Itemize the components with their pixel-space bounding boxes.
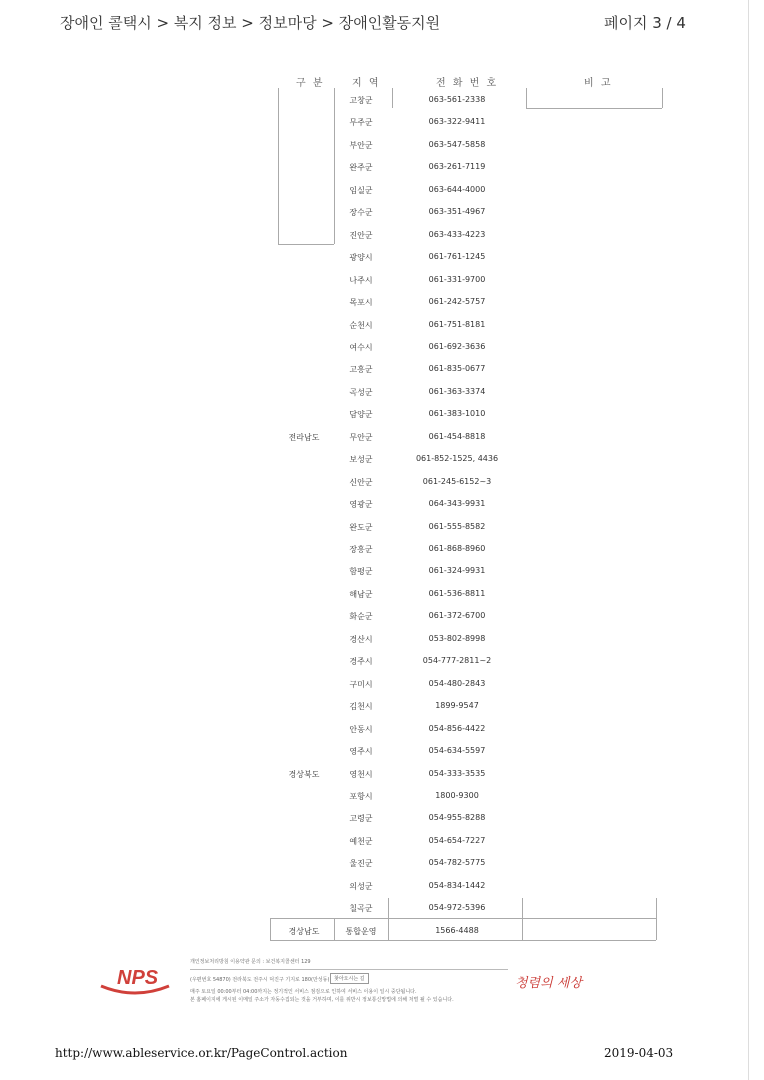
table-row xyxy=(270,628,660,650)
area-cell: 담양군 xyxy=(349,410,373,420)
phone-cell: 054-834-1442 xyxy=(428,880,486,890)
footer-notice-email: 본 홈페이지에 게시된 이메일 주소가 자동수집되는 것을 거부하며, 이를 위반시 정보통신망법에 의해 처벌 될 수 있습니다. xyxy=(190,997,454,1003)
phone-cell: 054-972-5396 xyxy=(428,903,486,913)
print-date: 2019-04-03 xyxy=(604,1046,674,1060)
phone-cell: 054-856-4422 xyxy=(428,723,486,733)
table-line xyxy=(278,88,279,244)
phone-cell: 061-692-3636 xyxy=(428,341,486,351)
area-cell: 완도군 xyxy=(349,522,373,532)
phone-cell: 061-245-6152~3 xyxy=(422,476,492,486)
region-cell: 경상북도 xyxy=(288,769,320,779)
area-cell: 예천군 xyxy=(349,836,373,846)
table-row xyxy=(270,134,660,156)
phone-cell: 061-868-8960 xyxy=(428,544,486,553)
page-edge xyxy=(748,0,749,1080)
phone-cell: 054-782-5775 xyxy=(428,858,486,868)
area-cell: 경주시 xyxy=(349,657,373,667)
nps-logo-text: NPS xyxy=(117,967,159,989)
phone-cell: 063-561-2338 xyxy=(428,95,486,104)
table-line xyxy=(270,918,271,940)
table-line xyxy=(662,88,663,108)
print-url: http://www.ableservice.or.kr/PageControl.action xyxy=(55,1046,348,1060)
phone-cell: 061-324-9931 xyxy=(428,566,486,576)
table-row xyxy=(270,493,660,515)
area-cell: 의성군 xyxy=(349,881,373,891)
table-row xyxy=(270,583,660,605)
directions-link[interactable]: 찾아오시는 길 xyxy=(330,973,369,984)
breadcrumb: 장애인 콜택시 > 복지 정보 > 정보마당 > 장애인활동지원 xyxy=(60,14,441,32)
phone-cell: 053-802-8998 xyxy=(428,633,486,643)
phone-cell: 061-536-8811 xyxy=(428,588,486,598)
phone-cell: 054-777-2811~2 xyxy=(422,656,492,666)
table-row xyxy=(270,920,660,942)
area-cell: 고흥군 xyxy=(349,365,373,375)
area-cell: 고령군 xyxy=(349,814,373,824)
column-header-category: 구 분 xyxy=(296,78,325,89)
table-row xyxy=(270,403,660,425)
table-row xyxy=(270,830,660,852)
area-cell: 신안군 xyxy=(349,477,373,487)
area-cell: 영광군 xyxy=(349,500,373,510)
nps-logo xyxy=(95,962,175,992)
phone-cell: 063-322-9411 xyxy=(428,117,486,127)
area-cell: 칠곡군 xyxy=(349,904,373,914)
area-cell: 광양시 xyxy=(349,253,373,263)
area-cell: 김천시 xyxy=(349,702,373,712)
table-row xyxy=(270,516,660,538)
column-header-remarks: 비 고 xyxy=(584,78,613,89)
phone-cell: 061-555-8582 xyxy=(428,521,486,531)
table-row xyxy=(270,471,660,493)
table-row xyxy=(270,605,660,627)
footer-divider xyxy=(190,969,508,970)
table-line xyxy=(388,898,389,940)
table-row xyxy=(270,179,660,201)
table-row xyxy=(270,336,660,358)
area-cell: 해남군 xyxy=(349,589,373,599)
phone-cell: 061-835-0677 xyxy=(428,364,486,374)
phone-cell: 061-852-1525, 4436 xyxy=(415,454,499,464)
area-cell: 영천시 xyxy=(349,769,373,779)
table-row xyxy=(270,538,660,560)
table-line xyxy=(334,88,335,244)
phone-cell: 061-331-9700 xyxy=(428,274,486,284)
phone-cell: 054-480-2843 xyxy=(428,678,486,688)
table-row xyxy=(270,111,660,133)
phone-cell: 061-372-6700 xyxy=(428,611,486,621)
table-line xyxy=(526,108,662,109)
area-cell: 임실군 xyxy=(349,185,373,195)
table-row xyxy=(270,269,660,291)
phone-cell: 063-351-4967 xyxy=(428,207,486,217)
table-row xyxy=(270,426,660,448)
table-row xyxy=(270,718,660,740)
area-cell: 장흥군 xyxy=(349,545,373,554)
phone-cell: 1566-4488 xyxy=(435,926,479,935)
area-cell: 화순군 xyxy=(349,612,373,622)
phone-cell: 061-363-3374 xyxy=(428,386,486,396)
table-row xyxy=(270,314,660,336)
nps-logo-graphic xyxy=(95,962,175,996)
table-row xyxy=(270,448,660,470)
phone-cell: 054-654-7227 xyxy=(428,835,486,845)
area-cell: 울진군 xyxy=(349,859,373,869)
table-row xyxy=(270,650,660,672)
area-cell: 고창군 xyxy=(349,96,373,105)
table-row xyxy=(270,246,660,268)
area-cell: 목포시 xyxy=(349,298,373,308)
phone-cell: 061-761-1245 xyxy=(428,252,486,262)
phone-cell: 063-644-4000 xyxy=(428,184,486,194)
table-row xyxy=(270,740,660,762)
phone-cell: 054-955-8288 xyxy=(428,813,486,823)
table-row xyxy=(270,381,660,403)
area-cell: 경산시 xyxy=(349,634,373,644)
footer-notice-maintenance: 매주 토요일 00:00부터 04:00까지는 정기적인 서비스 점검으로 인하여 서비스 이용이 일시 중단됩니다. xyxy=(190,989,417,995)
area-cell: 장수군 xyxy=(349,208,373,218)
phone-cell: 061-383-1010 xyxy=(428,409,486,419)
table-row xyxy=(270,875,660,897)
column-header-phone: 전 화 번 호 xyxy=(436,78,499,89)
site-footer xyxy=(95,948,595,1008)
area-cell: 구미시 xyxy=(349,679,373,689)
phone-cell: 064-343-9931 xyxy=(428,499,486,509)
phone-cell: 063-261-7119 xyxy=(428,162,486,172)
footer-address: (우편번호 54870) 전라북도 전주시 덕진구 기지로 180(만성동) xyxy=(190,977,330,983)
table-line xyxy=(334,918,335,940)
area-cell: 통합운영 xyxy=(345,927,377,936)
phone-cell: 061-454-8818 xyxy=(428,431,486,441)
phone-cell: 063-547-5858 xyxy=(428,139,486,149)
phone-cell: 061-751-8181 xyxy=(428,319,486,329)
integrity-logo: 청렴의 세상 xyxy=(515,976,582,991)
area-cell: 무주군 xyxy=(349,118,373,128)
table-line xyxy=(392,88,393,108)
area-cell: 여수시 xyxy=(349,342,373,352)
area-cell: 순천시 xyxy=(349,320,373,330)
area-cell: 완주군 xyxy=(349,163,373,173)
table-row xyxy=(270,673,660,695)
table-row xyxy=(270,763,660,785)
table-line xyxy=(270,918,656,919)
table-line xyxy=(526,88,527,108)
table-row xyxy=(270,852,660,874)
column-header-area: 지 역 xyxy=(352,78,381,89)
table-line xyxy=(270,940,656,941)
area-cell: 곡성군 xyxy=(349,387,373,397)
phone-cell: 061-242-5757 xyxy=(428,297,486,307)
area-cell: 나주시 xyxy=(349,275,373,285)
region-cell: 경상남도 xyxy=(288,927,320,936)
phone-cell: 1800-9300 xyxy=(435,790,479,800)
table-row xyxy=(270,807,660,829)
table-row xyxy=(270,785,660,807)
area-cell: 영주시 xyxy=(349,747,373,757)
table-row xyxy=(270,695,660,717)
table-row xyxy=(270,156,660,178)
area-cell: 진안군 xyxy=(349,230,373,240)
area-cell: 무안군 xyxy=(349,432,373,442)
area-cell: 포항시 xyxy=(349,791,373,801)
page-indicator: 페이지 3 / 4 xyxy=(604,14,686,32)
footer-links[interactable]: 개인정보처리방침 이용약관 문의 : 보건복지콜센터 129 xyxy=(190,959,311,965)
table-line xyxy=(656,898,657,940)
table-row xyxy=(270,560,660,582)
phone-cell: 063-433-4223 xyxy=(428,229,486,239)
phone-cell: 054-634-5597 xyxy=(428,746,486,756)
table-row xyxy=(270,201,660,223)
table-line xyxy=(522,898,523,940)
phone-cell: 1899-9547 xyxy=(435,701,479,711)
phone-cell: 054-333-3535 xyxy=(428,768,486,778)
table-row xyxy=(270,358,660,380)
table-row xyxy=(270,897,660,919)
area-cell: 보성군 xyxy=(349,455,373,465)
region-cell: 전라남도 xyxy=(288,432,320,442)
table-line xyxy=(278,244,334,245)
area-cell: 안동시 xyxy=(349,724,373,734)
area-cell: 부안군 xyxy=(349,140,373,150)
area-cell: 함평군 xyxy=(349,567,373,577)
table-row xyxy=(270,224,660,246)
table-row xyxy=(270,291,660,313)
